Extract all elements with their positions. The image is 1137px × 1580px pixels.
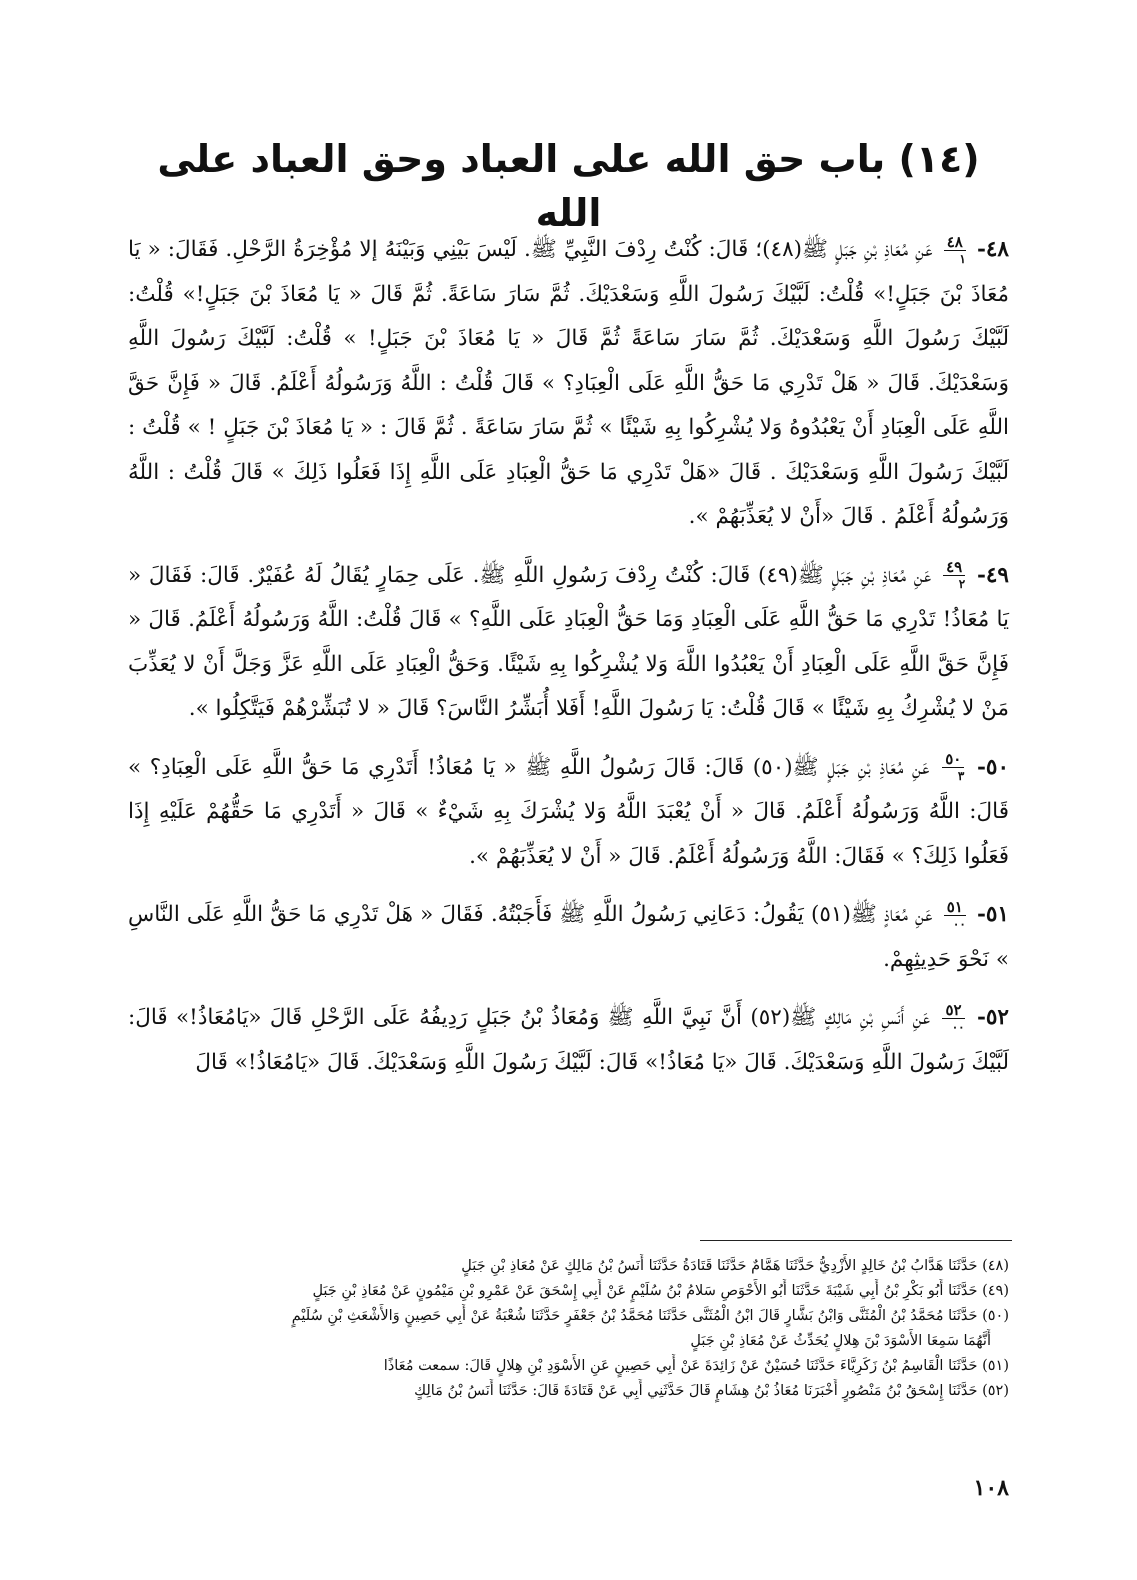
hadith-body <box>128 228 1009 1099</box>
footnote-52: (٥٢) حَدَّثَنَا إِسْحَقُ بْنُ مَنْصُورٍ أَخْبَرَنَا مُعَاذُ بْنُ هِشَامٍ قَالَ حَدَّثَنِي أَبِي عَنْ قَتَادَةَ قَالَ: حَدَّثَنَا أَنَسُ بْنُ مَالِكٍ <box>414 1383 1009 1399</box>
footnotes <box>124 1254 1009 1404</box>
ref-bottom: ٣ <box>957 769 965 783</box>
cross-reference <box>944 234 966 267</box>
ref-top: ٤٩ <box>943 559 965 576</box>
hadith-48 <box>128 228 1009 540</box>
footnote-50-continued: أَنَّهُمَا سَمِعَا الأَسْوَدَ بْنَ هِلالٍ يُحَدِّثُ عَنْ مُعَاذِ بْنِ جَبَلٍ <box>690 1333 991 1349</box>
cross-reference <box>944 899 966 932</box>
ref-bottom: ٢ <box>958 577 966 591</box>
footnote-50: (٥٠) حَدَّثَنَا مُحَمَّدُ بْنُ الْمُثَنَّى وَابْنُ بَشَّارٍ قَالَ ابْنُ الْمُثَنَّى حَدَّثَنَا مُحَمَّدُ بْنُ جَعْفَرٍ حَدَّثَنَا شُعْبَةُ عَنْ أَبِي حَصِينٍ وَالأَشْعَثِ بْنِ سُلَيْمٍ <box>291 1308 1009 1324</box>
hadith-number: ٥٢- <box>976 1005 1009 1030</box>
page-number: ١٠٨ <box>973 1475 1009 1501</box>
cross-reference <box>942 1002 964 1035</box>
hadith-52 <box>128 996 1009 1085</box>
hadith-number: ٥١- <box>976 902 1009 927</box>
ref-top: ٥٢ <box>942 1002 964 1019</box>
hadith-51 <box>128 893 1009 982</box>
ref-bottom: ٠٠ <box>952 916 966 931</box>
footnote-51: (٥١) حَدَّثَنَا الْقَاسِمُ بْنُ زَكَرِيَّاءَ حَدَّثَنَا حُسَيْنٌ عَنْ زَائِدَةَ عَنْ أَبِي حَصِينٍ عَنِ الأَسْوَدِ بْنِ هِلالٍ قَالَ: سمعت مُعَاذًا <box>383 1358 1009 1374</box>
footnote-48: (٤٨) حَدَّثَنَا هَدَّابُ بْنُ خَالِدٍ الأَزْدِيُّ حَدَّثَنَا هَمَّامٌ حَدَّثَنَا قَتَادَةُ حَدَّثَنَا أَنَسُ بْنُ مَالِكٍ عَنْ مُعَاذِ بْنِ جَبَلٍ <box>461 1258 1009 1274</box>
hadith-number: ٤٨- <box>976 237 1009 262</box>
hadith-text: عَنِ مُعَاذِ بْنِ جَبَلٍ ﷺ(٤٩) قَالَ: كُنْتُ رِدْفَ رَسُولِ اللَّهِ ﷺ. عَلَى حِمَارٍ يُقَالُ لَهُ عُفَيْرٌ. قَالَ: فَقَالَ « يَا مُعَاذُ! تَدْرِي مَا حَقُّ اللَّهِ عَلَى الْعِبَادِ وَمَا حَقُّ الْعِبَادِ عَلَى اللَّهِ؟ » قَالَ قُلْتُ: اللَّهُ وَرَسُولُهُ أَعْلَمُ. قَالَ « فَإِنَّ حَقَّ اللَّهِ عَلَى الْعِبَادِ أَنْ يَعْبُدُوا اللَّهَ وَلا يُشْرِكُوا بِهِ شَيْئًا. وَحَقُّ الْعِبَادِ عَلَى اللَّهِ عَزَّ وَجَلَّ أَنْ لا يُعَذِّبَ مَنْ لا يُشْرِكُ بِهِ شَيْئًا » قَالَ قُلْتُ: يَا رَسُولَ اللَّهِ! أَفَلا أُبَشِّرُ النَّاسَ؟ قَالَ « لا تُبَشِّرْهُمْ فَيَتَّكِلُوا ». <box>128 562 1009 721</box>
footnote-divider <box>700 1240 1012 1241</box>
ref-bottom: ٠٠ <box>951 1019 965 1034</box>
ref-top: ٥٠ <box>942 751 964 768</box>
hadith-number: ٤٩- <box>976 562 1009 588</box>
hadith-text: عَنِ مُعَاذِ بْنِ جَبَلٍ ﷺ(٤٨)؛ قَالَ: كُنْتُ رِدْفَ النَّبِيِّ ﷺ. لَيْسَ بَيْنِي وَبَيْنَهُ إلا مُؤْخِرَةُ الرَّحْلِ. فَقَالَ: « يَا مُعَاذَ بْنَ جَبَلٍ!» قُلْتُ: لَبَّيْكَ رَسُولَ اللَّهِ وَسَعْدَيْكَ. ثُمَّ سَارَ سَاعَةً. ثُمَّ قَالَ « يَا مُعَاذَ بْنَ جَبَلٍ!» قُلْتُ: لَبَّيْكَ رَسُولَ اللَّهِ وَسَعْدَيْكَ. ثُمَّ سَارَ سَاعَةً ثُمَّ قَالَ « يَا مُعَاذَ بْنَ جَبَلٍ! » قُلْتُ: لَبَّيْكَ رَسُولَ اللَّهِ وَسَعْدَيْكَ. قَالَ « هَلْ تَدْرِي مَا حَقُّ اللَّهِ عَلَى الْعِبَادِ؟ » قَالَ قُلْتُ : اللَّهُ وَرَسُولُهُ أَعْلَمُ. قَالَ « فَإِنَّ حَقَّ اللَّهِ عَلَى الْعِبَادِ أَنْ يَعْبُدُوهُ وَلا يُشْرِكُوا بِهِ شَيْئًا » ثُمَّ سَارَ سَاعَةً . ثُمَّ قَالَ : « يَا مُعَاذَ بْنَ جَبَلٍ ! » قُلْتُ : لَبَّيْكَ رَسُولَ اللَّهِ وَسَعْدَيْكَ . قَالَ «هَلْ تَدْرِي مَا حَقُّ الْعِبَادِ عَلَى اللَّهِ إِذَا فَعَلُوا ذَلِكَ » قَالَ قُلْتُ : اللَّهُ وَرَسُولُهُ أَعْلَمُ . قَالَ «أَنْ لا يُعَذِّبَهُمْ ». <box>128 237 1009 529</box>
cross-reference <box>943 559 965 592</box>
cross-reference <box>942 751 964 784</box>
footnote-49: (٤٩) حَدَّثَنَا أَبُو بَكْرِ بْنُ أَبِي شَيْبَةَ حَدَّثَنَا أَبُو الأَحْوَصِ سَلامُ بْنُ سُلَيْمٍ عَنْ أَبِي إِسْحَقَ عَنْ عَمْرِو بْنِ مَيْمُونٍ عَنْ مُعَاذِ بْنِ جَبَلٍ <box>312 1283 1009 1299</box>
hadith-text: عَنِ مُعَاذِ بْنِ جَبَلٍ ﷺ(٥٠) قَالَ: قَالَ رَسُولُ اللَّهِ ﷺ « يَا مُعَاذُ! أَتَدْرِي مَا حَقُّ اللَّهِ عَلَى الْعِبَادِ؟ » قَالَ: اللَّهُ وَرَسُولُهُ أَعْلَمُ. قَالَ « أَنْ يُعْبَدَ اللَّهُ وَلا يُشْرَكَ بِهِ شَيْءٌ » قَالَ « أَتَدْرِي مَا حَقُّهُمْ عَلَيْهِ إِذَا فَعَلُوا ذَلِكَ؟ » فَقَالَ: اللَّهُ وَرَسُولُهُ أَعْلَمُ. قَالَ « أَنْ لا يُعَذِّبَهُمْ ». <box>128 754 1009 869</box>
hadith-49 <box>128 554 1009 732</box>
ref-top: ٥١ <box>944 899 966 916</box>
hadith-50 <box>128 746 1009 880</box>
chapter-title: (١٤) باب حق الله على العباد وحق العباد على الله <box>157 137 980 235</box>
hadith-text: عَنِ مُعَاذٍ ﷺ(٥١) يَقُولُ: دَعَانِي رَسُولُ اللَّهِ ﷺ فَأَجَبْتُهُ. فَقَالَ « هَلْ تَدْرِي مَا حَقُّ اللَّهِ عَلَى النَّاسِ » نَحْوَ حَدِيثِهِمْ. <box>128 902 1009 972</box>
ref-bottom: ١ <box>959 251 966 266</box>
ref-top: ٤٨ <box>944 234 966 251</box>
hadith-text: عَنِ أَنَسِ بْنِ مَالِكٍ ﷺ(٥٢) أَنَّ نَبِيَّ اللَّهِ ﷺ وَمُعَاذُ بْنُ جَبَلٍ رَدِيفُهُ عَلَى الرَّحْلِ قَالَ «يَامُعَاذُ!» قَالَ: لَبَّيْكَ رَسُولَ اللَّهِ وَسَعْدَيْكَ. قَالَ «يَا مُعَاذُ!» قَالَ: لَبَّيْكَ رَسُولَ اللَّهِ وَسَعْدَيْكَ. قَالَ «يَامُعَاذُ!» قَالَ <box>128 1005 1009 1075</box>
hadith-number: ٥٠- <box>976 754 1009 780</box>
